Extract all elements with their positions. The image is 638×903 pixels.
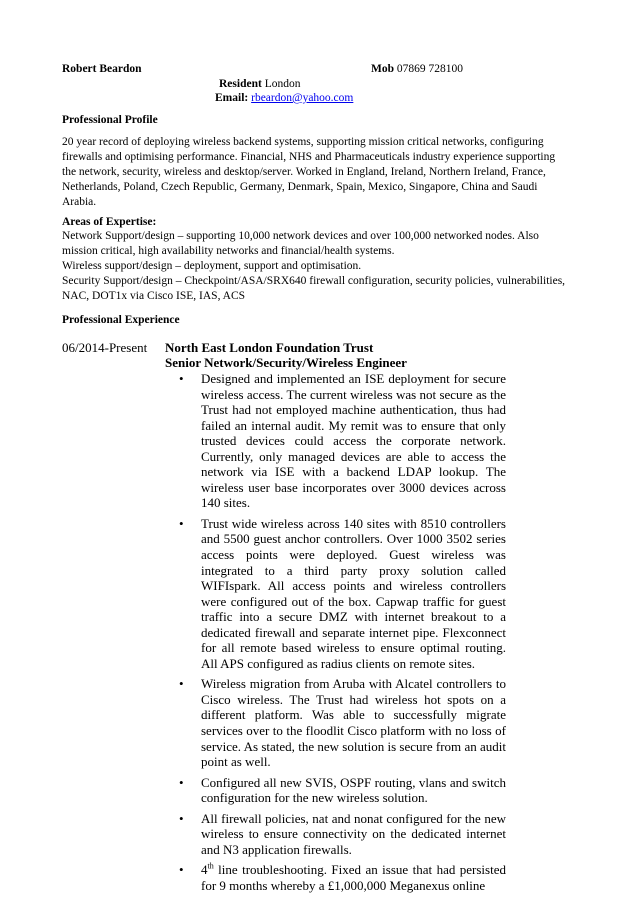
profile-line: firewalls and optimising performance. Financial, NHS and Pharmaceuticals industry experience supporting xyxy=(62,151,556,163)
expertise-line: Wireless support/design – deployment, support and optimisation. xyxy=(62,260,362,272)
experience-heading: Professional Experience xyxy=(62,314,180,326)
list-item: • Trust wide wireless across 140 sites with 8510 controllers and 5500 guest anchor controllers. Over 1000 3502 series access points were deployed. Guest wireless was integrated to a third party proxy solution called WIFIspark. All access points and wireless controllers were configured out of the box. Capwap traffic for guest traffic into a secure DMZ with internet breakout to a dedicated firewall and separate internet pipe. Flexconnect for all remote based wireless to ensure optimal routing. All APS configured as radius clients on remote sites. xyxy=(179,515,506,671)
profile-line: Netherlands, Poland, Czech Republic, Germany, Denmark, Spain, Mexico, Singapore, China and Saudi xyxy=(62,181,538,193)
bullet-icon: • xyxy=(179,810,184,826)
profile-heading: Professional Profile xyxy=(62,114,158,126)
bullet-icon: • xyxy=(179,676,184,692)
expertise-heading: Areas of Expertise: xyxy=(62,216,157,228)
profile-line: Arabia. xyxy=(62,196,97,208)
profile-line: 20 year record of deploying wireless backend systems, supporting mission critical networks, configuring xyxy=(62,136,544,148)
email-link[interactable]: rbeardon@yahoo.com xyxy=(251,92,354,104)
mobile-label: Mob xyxy=(371,63,394,75)
list-item: • 4th line troubleshooting. Fixed an issue that had persisted for 9 months whereby a £1,000,000 Meganexus online xyxy=(179,862,506,893)
job-dates: 06/2014-Present xyxy=(62,340,148,355)
expertise-line: NAC, DOT1x via Cisco ISE, IAS, ACS xyxy=(62,290,246,302)
profile-line: the network, security, wireless and desktop/server. Worked in England, Ireland, Northern Ireland, France, xyxy=(62,166,546,178)
expertise-line: Network Support/design – supporting 10,000 network devices and over 100,000 networked nodes. Also xyxy=(62,230,539,242)
profile-text xyxy=(62,135,582,210)
list-item: • All firewall policies, nat and nonat configured for the new wireless to ensure connectivity on the dedicated internet and N3 application firewalls. xyxy=(179,810,506,857)
job-employer: North East London Foundation Trust xyxy=(165,340,374,355)
email-line: Email: rbeardon@yahoo.com xyxy=(215,92,354,104)
candidate-name: Robert Beardon xyxy=(62,63,142,75)
bullet-icon: • xyxy=(179,774,184,790)
resident-value: London xyxy=(264,78,301,90)
expertise-line: Security Support/design – Checkpoint/ASA/SRX640 firewall configuration, security policies, vulnerabilities, xyxy=(62,275,566,287)
list-item: • Wireless migration from Aruba with Alcatel controllers to Cisco wireless. The Trust had wireless hot spots on a different platform. Was able to successfully migrate services over to the floodlit Cisco platform with no loss of service. As stated, the new solution is secure from an audit point as well. xyxy=(179,676,506,770)
list-item: • Designed and implemented an ISE deployment for secure wireless access. The current wireless was not secure as the Trust had not employed machine authentication, thus had failed an internal audit. My remit was to ensure that only trusted devices could access the corporate network. Currently, only managed devices are able to access the network via ISE with a backend LDAP lookup. The wireless user base incorporates over 3000 devices across 140 sites. xyxy=(179,371,506,511)
job-title: Senior Network/Security/Wireless Engineer xyxy=(165,355,407,370)
expertise-text xyxy=(62,229,582,304)
resident-label: Resident xyxy=(219,78,262,90)
job-bullet-list xyxy=(179,371,506,894)
mobile-number: 07869 728100 xyxy=(396,63,463,75)
bullet-icon: • xyxy=(179,862,184,878)
list-item: • Configured all new SVIS, OSPF routing, vlans and switch configuration for the new wireless solution. xyxy=(179,774,506,806)
bullet-icon: • xyxy=(179,371,184,386)
email-label: Email xyxy=(215,92,245,104)
expertise-line: mission critical, high availability networks and financial/health systems. xyxy=(62,245,395,257)
mobile-line xyxy=(371,62,463,77)
resident-line xyxy=(219,77,300,92)
bullet-icon: • xyxy=(179,515,184,531)
